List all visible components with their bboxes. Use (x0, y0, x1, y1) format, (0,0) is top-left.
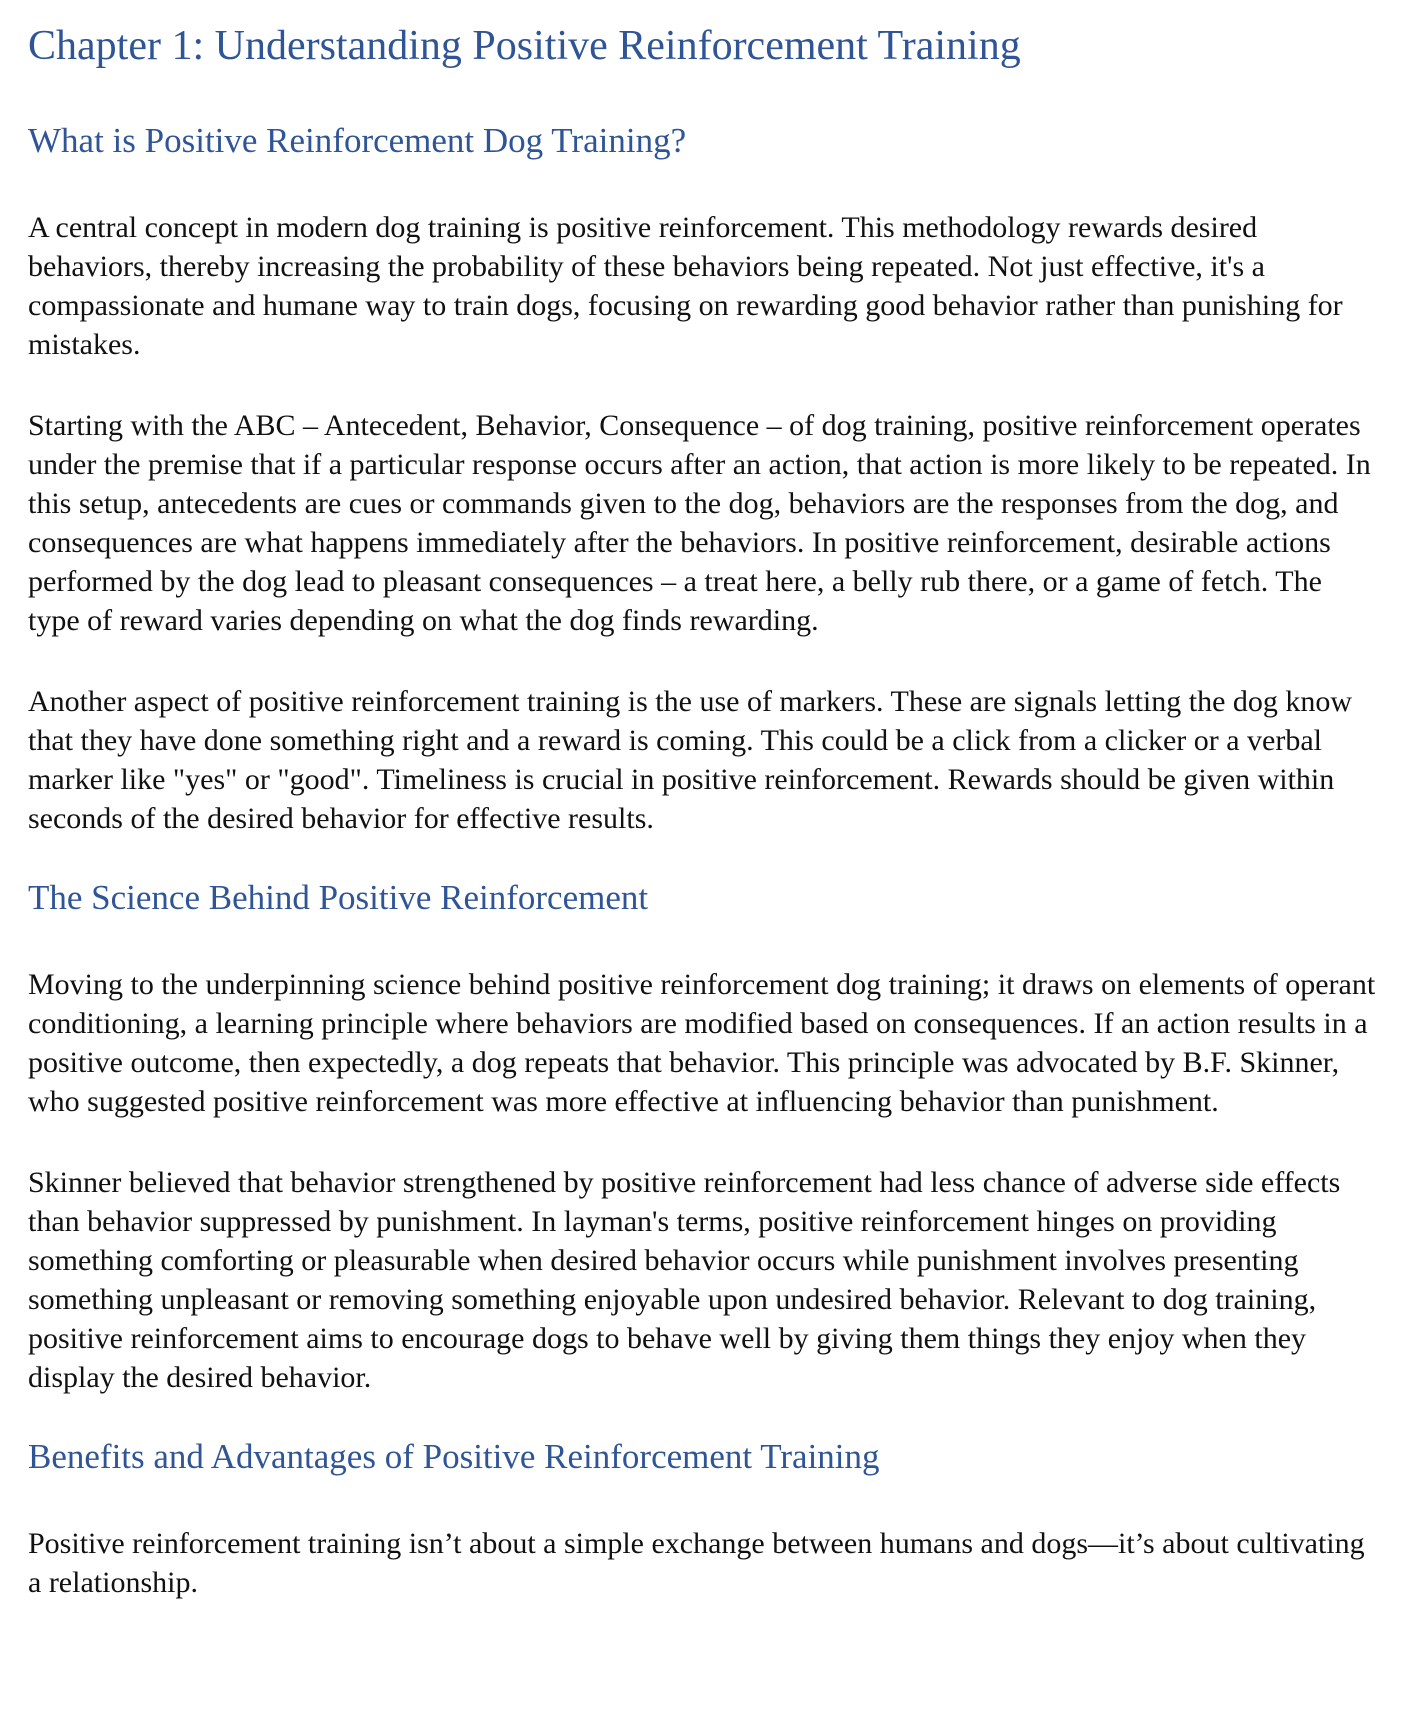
section-heading: Benefits and Advantages of Positive Reinforcement Training (28, 1437, 880, 1476)
section-science (28, 873, 1378, 1397)
paragraph: A central concept in modern dog training is positive reinforcement. This methodology rewards desired behaviors, thereby increasing the probability of these behaviors being repeated. Not just effective, it's a compassionate and humane way to train dogs, focusing on rewarding good behavior rather than punishing for mistakes. (28, 211, 1343, 361)
paragraph: Moving to the underpinning science behind positive reinforcement dog training; it draws on elements of operant conditioning, a learning principle where behaviors are modified based on consequences. If an action results in a positive outcome, then expectedly, a dog repeats that behavior. This principle was advocated by B.F. Skinner, who suggested positive reinforcement was more effective at influencing behavior than punishment. (28, 968, 1376, 1118)
section-what-is (28, 116, 1378, 838)
section-benefits (28, 1432, 1378, 1602)
document-page (28, 16, 1378, 1602)
chapter-title: Chapter 1: Understanding Positive Reinforcement Training (28, 23, 1021, 69)
paragraph: Another aspect of positive reinforcement training is the use of markers. These are signals letting the dog know that they have done something right and a reward is coming. This could be a click from a clicker or a verbal marker like "yes" or "good". Timeliness is crucial in positive reinforcement. Rewards should be given within seconds of the desired behavior for effective results. (28, 685, 1353, 835)
paragraph: Skinner believed that behavior strengthened by positive reinforcement had less chance of adverse side effects than behavior suppressed by punishment. In layman's terms, positive reinforcement hinges on providing something comforting or pleasurable when desired behavior occurs while punishment involves presenting something unpleasant or removing something enjoyable upon undesired behavior. Relevant to dog training, positive reinforcement aims to encourage dogs to behave well by giving them things they enjoy when they display the desired behavior. (28, 1166, 1341, 1394)
section-heading: What is Positive Reinforcement Dog Training? (28, 121, 687, 160)
paragraph: Positive reinforcement training isn’t about a simple exchange between humans and dogs—it’s about cultivating a relationship. (28, 1527, 1365, 1599)
section-heading: The Science Behind Positive Reinforcement (28, 878, 649, 917)
paragraph: Starting with the ABC – Antecedent, Behavior, Consequence – of dog training, positive reinforcement operates under the premise that if a particular response occurs after an action, that action is more likely to be repeated. In this setup, antecedents are cues or commands given to the dog, behaviors are the responses from the dog, and consequences are what happens immediately after the behaviors. In positive reinforcement, desirable actions performed by the dog lead to pleasant consequences – a treat here, a belly rub there, or a game of fetch. The type of reward varies depending on what the dog finds rewarding. (28, 409, 1371, 637)
